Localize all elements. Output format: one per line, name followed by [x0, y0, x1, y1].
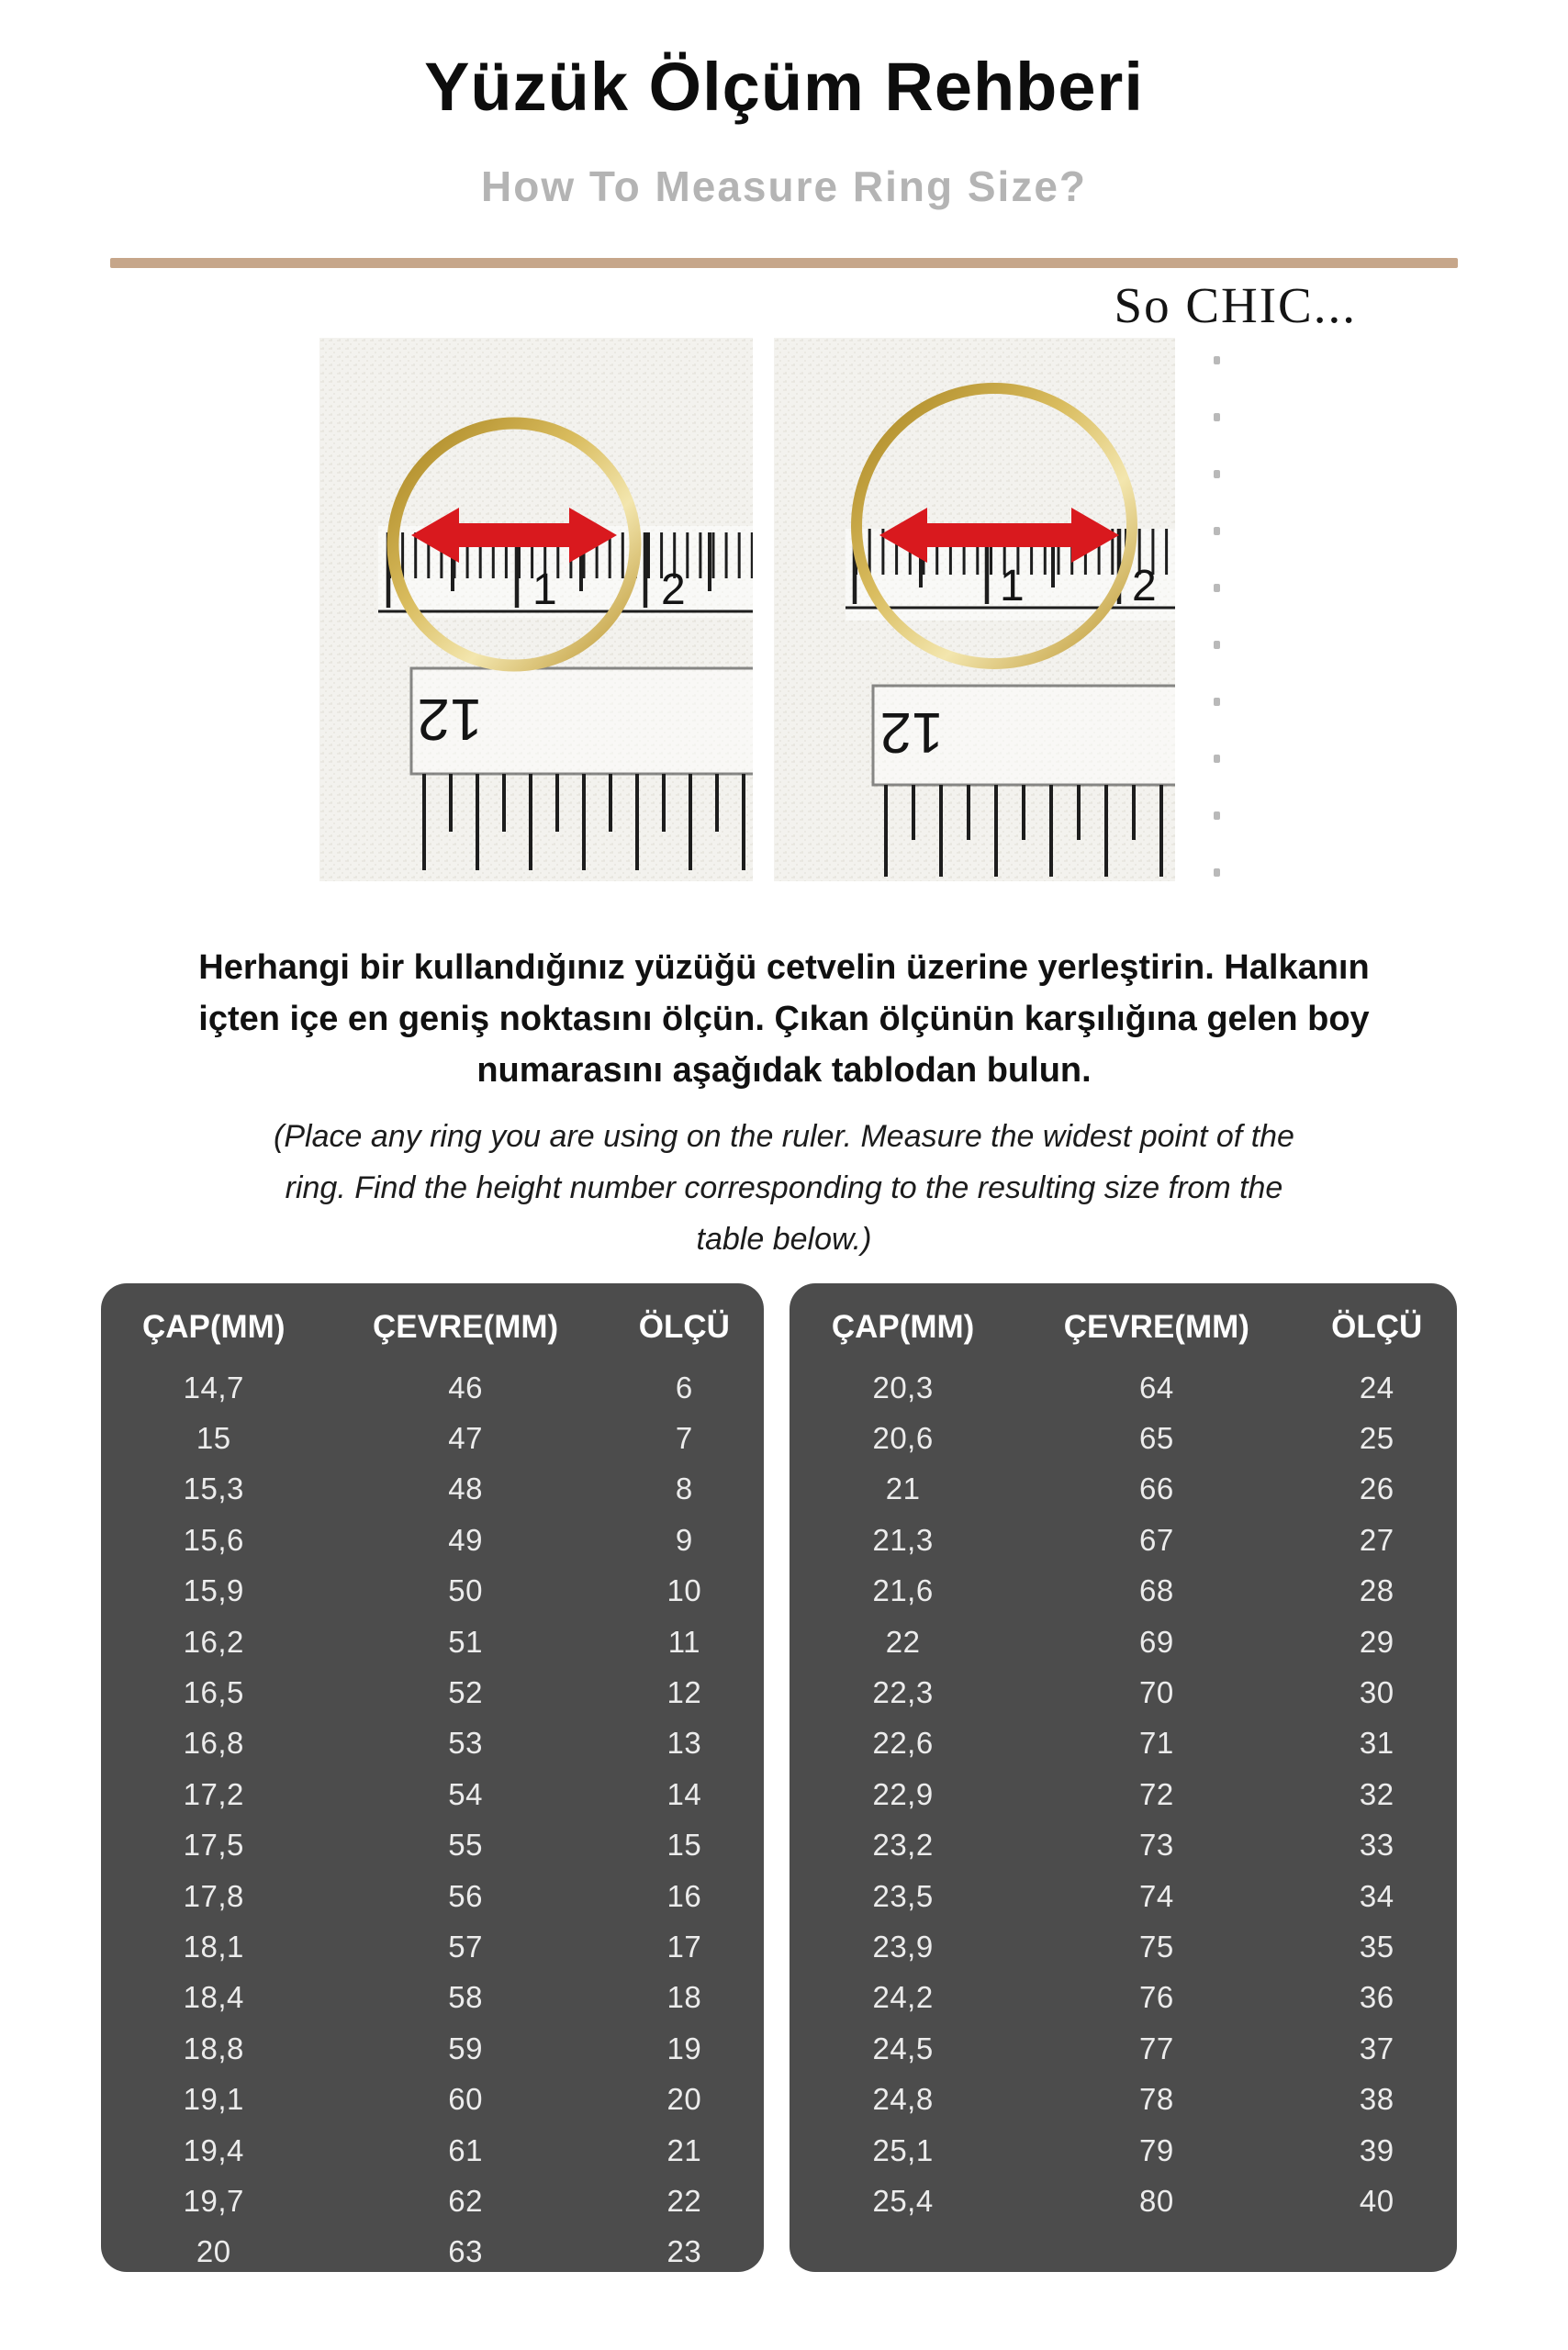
- table-cell: 32: [1359, 1776, 1394, 1811]
- table-cell: 40: [1359, 2183, 1394, 2218]
- table-cell: 77: [1138, 2031, 1174, 2065]
- table-cell: 15,9: [183, 1573, 244, 1608]
- table-cell: 15,6: [183, 1522, 244, 1557]
- table-row: [101, 1820, 764, 1871]
- table-cell: 15: [666, 1828, 702, 1863]
- table-row: [790, 1667, 1457, 1718]
- dot: [1214, 356, 1220, 364]
- table-cell: 20: [666, 2082, 702, 2117]
- table-row: [790, 1566, 1457, 1617]
- table-cell: 6: [675, 1370, 693, 1404]
- table-cell: 59: [448, 2031, 483, 2065]
- table-row: [101, 1413, 764, 1463]
- table-cell: 18,1: [183, 1929, 244, 1964]
- table-cell: 10: [666, 1573, 702, 1608]
- table-cell: 33: [1359, 1828, 1394, 1863]
- table-cell: 14: [666, 1776, 702, 1811]
- table-cell: 22,6: [872, 1726, 934, 1761]
- table-cell: 21,6: [872, 1573, 934, 1608]
- ring-photo-small: [319, 338, 753, 881]
- page-title: Yüzük Ölçüm Rehberi: [424, 49, 1144, 125]
- table-cell: 17,2: [183, 1776, 244, 1811]
- table-row: [101, 2125, 764, 2176]
- table-cell: 53: [448, 1726, 483, 1761]
- table-cell: 22: [885, 1624, 921, 1659]
- dot: [1214, 527, 1220, 535]
- table-row: [790, 2125, 1457, 2176]
- instructions-line: numarasını aşağıdak tablodan bulun.: [476, 1051, 1092, 1090]
- table-cell: 74: [1138, 1878, 1174, 1913]
- table-cell: 55: [448, 1828, 483, 1863]
- table-cell: 27: [1359, 1522, 1394, 1557]
- table-cell: 71: [1138, 1726, 1174, 1761]
- column-header-size: ÖLÇÜ: [1331, 1309, 1423, 1345]
- table-body: [790, 1362, 1457, 2227]
- table-cell: 72: [1138, 1776, 1174, 1811]
- table-cell: 11: [667, 1624, 700, 1659]
- table-row: [790, 1362, 1457, 1413]
- table-cell: 80: [1138, 2183, 1174, 2218]
- ruler-number-1: 1: [532, 565, 557, 614]
- table-cell: 22,9: [872, 1776, 934, 1811]
- table-cell: 30: [1359, 1675, 1394, 1710]
- table-row: [101, 2227, 764, 2277]
- table-cell: 19,1: [183, 2082, 244, 2117]
- dot: [1214, 698, 1220, 706]
- table-cell: 25,4: [872, 2183, 934, 2218]
- table-row: [101, 1566, 764, 1617]
- table-cell: 39: [1359, 2132, 1394, 2167]
- table-row: [101, 2074, 764, 2124]
- table-cell: 61: [448, 2132, 483, 2167]
- table-row: [790, 2074, 1457, 2124]
- table-row: [101, 2023, 764, 2074]
- table-row: [790, 1921, 1457, 1972]
- table-cell: 18: [666, 1980, 702, 2015]
- table-row: [101, 1921, 764, 1972]
- table-cell: 54: [448, 1776, 483, 1811]
- table-row: [101, 1973, 764, 2023]
- table-row: [790, 1871, 1457, 1921]
- table-cell: 70: [1138, 1675, 1174, 1710]
- table-cell: 63: [448, 2234, 483, 2269]
- instructions-english: [0, 1111, 1568, 1265]
- dot: [1214, 811, 1220, 820]
- table-row: [790, 1973, 1457, 2023]
- table-cell: 23,2: [872, 1828, 934, 1863]
- table-cell: 46: [448, 1370, 483, 1404]
- table-cell: 12: [666, 1675, 702, 1710]
- table-cell: 7: [675, 1421, 693, 1456]
- ring-on-ruler-illustration: [319, 338, 753, 881]
- table-cell: 14,7: [183, 1370, 244, 1404]
- table-row: [790, 2176, 1457, 2226]
- column-header-diameter: ÇAP(MM): [141, 1309, 286, 1345]
- ruler-number-1: 1: [1000, 562, 1025, 610]
- table-cell: 31: [1359, 1726, 1394, 1761]
- table-cell: 51: [448, 1624, 483, 1659]
- page-subtitle: How To Measure Ring Size?: [481, 162, 1087, 210]
- table-cell: 15,3: [183, 1472, 244, 1506]
- column-header-circumference: ÇEVRE(MM): [1063, 1309, 1249, 1345]
- table-cell: 37: [1359, 2031, 1394, 2065]
- table-cell: 16,2: [183, 1624, 244, 1659]
- ruler-number-12-upside-down: [880, 700, 944, 764]
- table-header-row: [790, 1283, 1457, 1362]
- table-row: [101, 1769, 764, 1819]
- table-cell: 16,5: [183, 1675, 244, 1710]
- brand-logo: So CHIC...: [1114, 277, 1357, 333]
- table-cell: 79: [1138, 2132, 1174, 2167]
- table-row: [101, 2176, 764, 2226]
- table-cell: 20,6: [872, 1421, 934, 1456]
- size-table-right: [790, 1283, 1457, 2272]
- table-row: [101, 1871, 764, 1921]
- table-cell: 73: [1138, 1828, 1174, 1863]
- dot: [1214, 470, 1220, 478]
- table-cell: 20: [196, 2234, 231, 2269]
- table-cell: 64: [1138, 1370, 1174, 1404]
- table-cell: 75: [1138, 1929, 1174, 1964]
- table-cell: 62: [448, 2183, 483, 2218]
- dot: [1214, 584, 1220, 592]
- table-cell: 34: [1359, 1878, 1394, 1913]
- dot: [1214, 641, 1220, 649]
- table-cell: 50: [448, 1573, 483, 1608]
- table-row: [790, 1617, 1457, 1667]
- table-cell: 19: [666, 2031, 702, 2065]
- table-row: [101, 1362, 764, 1413]
- instructions-line: içten içe en geniş noktasını ölçün. Çıkan ölçünün karşılığına gelen boy: [198, 1000, 1370, 1038]
- table-cell: 29: [1359, 1624, 1394, 1659]
- dot: [1214, 755, 1220, 763]
- table-cell: 23,9: [872, 1929, 934, 1964]
- table-cell: 48: [448, 1472, 483, 1506]
- table-cell: 25,1: [872, 2132, 934, 2167]
- table-cell: 19,4: [183, 2132, 244, 2167]
- table-cell: 13: [666, 1726, 702, 1761]
- table-cell: 52: [448, 1675, 483, 1710]
- ruler-number-2: 2: [1132, 562, 1157, 610]
- table-cell: 76: [1138, 1980, 1174, 2015]
- table-cell: 16,8: [183, 1726, 244, 1761]
- instructions-line: (Place any ring you are using on the ruler. Measure the widest point of the: [274, 1119, 1294, 1154]
- table-cell: 18,4: [183, 1980, 244, 2015]
- table-row: [790, 1820, 1457, 1871]
- table-row: [790, 1769, 1457, 1819]
- table-cell: 66: [1138, 1472, 1174, 1506]
- table-cell: 26: [1359, 1472, 1394, 1506]
- table-cell: 78: [1138, 2082, 1174, 2117]
- size-table-left: [101, 1283, 764, 2272]
- svg-text:12: 12: [879, 700, 944, 764]
- table-row: [101, 1617, 764, 1667]
- column-header-size: ÖLÇÜ: [638, 1309, 730, 1345]
- table-cell: 36: [1359, 1980, 1394, 2015]
- table-row: [101, 1464, 764, 1515]
- table-cell: 17,8: [183, 1878, 244, 1913]
- table-cell: 24: [1359, 1370, 1394, 1404]
- table-cell: 28: [1359, 1573, 1394, 1608]
- table-cell: 8: [675, 1472, 693, 1506]
- dot: [1214, 868, 1220, 877]
- ruler-number-2: 2: [661, 565, 686, 614]
- table-cell: 20,3: [872, 1370, 934, 1404]
- table-cell: 56: [448, 1878, 483, 1913]
- table-row: [790, 2023, 1457, 2074]
- table-cell: 17,5: [183, 1828, 244, 1863]
- instructions-turkish: [0, 942, 1568, 1096]
- ruler-number-12-upside-down: [417, 687, 482, 753]
- table-cell: 47: [448, 1421, 483, 1456]
- table-cell: 24,5: [872, 2031, 934, 2065]
- table-row: [790, 1464, 1457, 1515]
- table-row: [101, 1515, 764, 1565]
- table-cell: 21: [885, 1472, 921, 1506]
- table-cell: 23: [666, 2234, 702, 2269]
- table-row: [101, 1667, 764, 1718]
- table-cell: 16: [666, 1878, 702, 1913]
- table-row: [101, 1718, 764, 1769]
- dot: [1214, 413, 1220, 421]
- table-cell: 15: [196, 1421, 231, 1456]
- table-cell: 67: [1138, 1522, 1174, 1557]
- table-cell: 21,3: [872, 1522, 934, 1557]
- table-cell: 49: [448, 1522, 483, 1557]
- table-cell: 25: [1359, 1421, 1394, 1456]
- table-cell: 18,8: [183, 2031, 244, 2065]
- table-cell: 22: [666, 2183, 702, 2218]
- svg-text:12: 12: [417, 687, 483, 753]
- table-cell: 57: [448, 1929, 483, 1964]
- column-header-diameter: ÇAP(MM): [831, 1309, 975, 1345]
- table-cell: 68: [1138, 1573, 1174, 1608]
- table-row: [790, 1718, 1457, 1769]
- table-body: [101, 1362, 764, 2277]
- table-cell: 21: [666, 2132, 702, 2167]
- table-cell: 9: [675, 1522, 693, 1557]
- table-row: [790, 1515, 1457, 1565]
- table-cell: 38: [1359, 2082, 1394, 2117]
- ring-on-ruler-illustration: [774, 338, 1175, 881]
- table-cell: 35: [1359, 1929, 1394, 1964]
- instructions-line: table below.): [696, 1222, 872, 1257]
- table-cell: 58: [448, 1980, 483, 2015]
- divider-bar: [110, 258, 1458, 268]
- table-cell: 23,5: [872, 1878, 934, 1913]
- instructions-line: ring. Find the height number corresponding to the resulting size from the: [285, 1170, 1283, 1205]
- table-cell: 60: [448, 2082, 483, 2117]
- table-cell: 24,8: [872, 2082, 934, 2117]
- table-cell: 17: [666, 1929, 702, 1964]
- table-cell: 19,7: [183, 2183, 244, 2218]
- table-cell: 69: [1138, 1624, 1174, 1659]
- table-row: [790, 1413, 1457, 1463]
- dotted-line-decoration: [1214, 356, 1220, 877]
- table-header-row: [101, 1283, 764, 1362]
- table-cell: 24,2: [872, 1980, 934, 2015]
- table-cell: 65: [1138, 1421, 1174, 1456]
- table-cell: 22,3: [872, 1675, 934, 1710]
- column-header-circumference: ÇEVRE(MM): [372, 1309, 559, 1345]
- instructions-line: Herhangi bir kullandığınız yüzüğü cetvelin üzerine yerleştirin. Halkanın: [198, 948, 1370, 987]
- ring-photo-large: [774, 338, 1175, 881]
